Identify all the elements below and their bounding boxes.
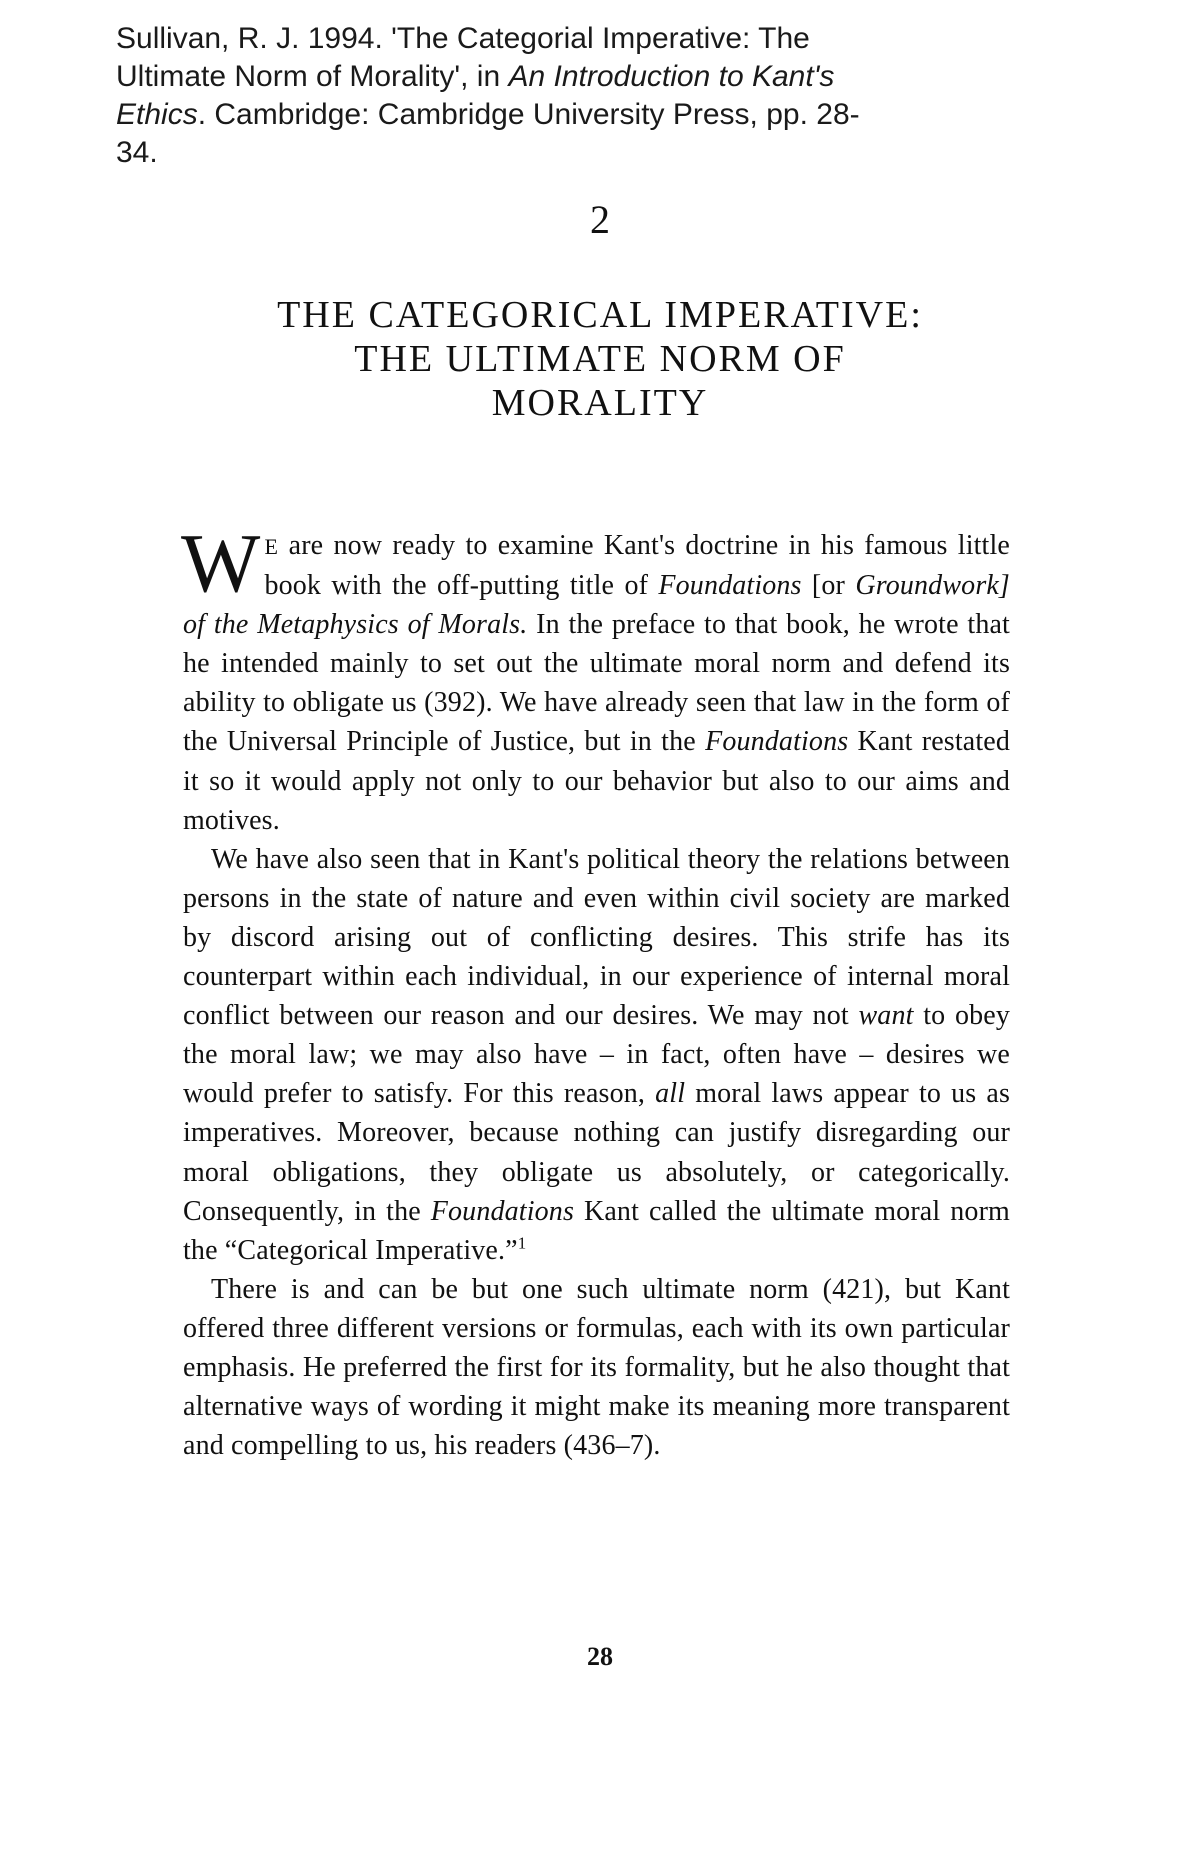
italic-title: Groundwork] of the Metaphysics of Morals.	[183, 570, 1010, 641]
body-text	[181, 517, 1011, 1465]
chapter-title-line-1: THE CATEGORICAL IMPERATIVE:	[277, 294, 923, 336]
page-number: 28	[587, 1642, 613, 1671]
italic-title: Foundations	[705, 726, 849, 758]
paragraph-2-text: Kant called the ultimate moral norm the “Categorical Imperative.”	[183, 1195, 1010, 1266]
paragraph-2-text: We have also seen that in Kant's political theory the relations between persons in the state of nature and even within civil society are marked by discord arising out of conflicting desires. This strife has its counterpart within each individual, in our experience of internal moral conflict between our reason and our desires. We may not	[183, 843, 1010, 1032]
citation-lead: Sullivan, R. J. 1994. 'The Categorial Imperative: The Ultimate Norm of Morality', in	[116, 22, 810, 93]
paragraph-2-text: to obey the moral law; we may also have – in fact, often have – desires we would prefer to satisfy. For this reason,	[183, 1000, 1010, 1110]
paragraph-1-text: [or	[801, 570, 856, 602]
italic-title: Foundations	[658, 570, 802, 602]
paragraph-2	[183, 840, 1010, 1270]
chapter-title	[140, 293, 1060, 425]
paragraph-3: There is and can be but one such ultimate norm (421), but Kant offered three different versions or formulas, each with its own particular emphasis. He preferred the first for its formality, but he also thought that alternative ways of wording it might make its meaning more transparent and compelling to us, his readers (436–7).	[183, 1273, 1010, 1462]
paragraph-1-text: are now ready to examine Kant's doctrine in his famous little book with the off-putting title of	[264, 530, 1010, 602]
footnote-marker: 1	[517, 1233, 527, 1253]
chapter-number: 2	[590, 197, 610, 242]
paragraph-1-text: Kant restated it so it would apply not only to our behavior but also to our aims and motives.	[183, 726, 1011, 836]
citation-tail: . Cambridge: Cambridge University Press, pp. 28-34.	[116, 98, 860, 169]
italic-emphasis: all	[655, 1078, 686, 1110]
small-caps-opening: E	[264, 534, 279, 559]
chapter-title-line-2: THE ULTIMATE NORM OF	[354, 338, 846, 380]
italic-emphasis: want	[858, 1000, 914, 1032]
citation-header	[116, 20, 876, 172]
citation-book-title: An Introduction to Kant's Ethics	[116, 60, 835, 131]
italic-title: Foundations	[430, 1195, 574, 1227]
chapter-title-line-3: MORALITY	[491, 382, 709, 424]
paragraph-2-text: moral laws appear to us as imperatives. Moreover, because nothing can justify disregarding our moral obligations, they obligate us absolutely, or categorically. Consequently, in the	[183, 1078, 1011, 1227]
paragraph-1	[181, 517, 1011, 840]
drop-cap: W	[181, 517, 261, 610]
paragraph-1-text: In the preface to that book, he wrote that he intended mainly to set out the ultimate moral norm and defend its ability to obligate us (392). We have already seen that law in the form of the Universal Principle of Justice, but in the	[183, 609, 1010, 758]
